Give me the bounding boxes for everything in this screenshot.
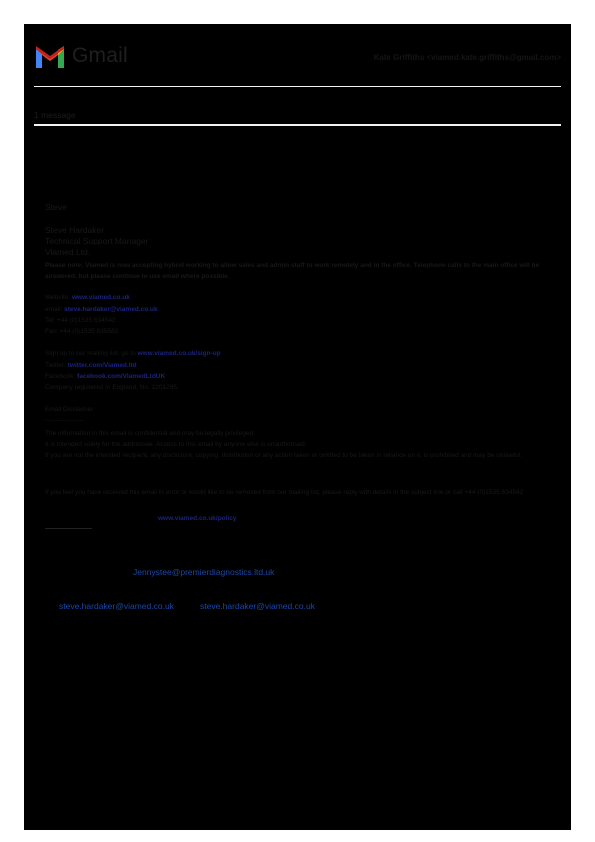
disclaimer-line-4: If you feel you have received this email in error or would like to be removed from our mailing list, please reply with details in the subject line or call +44 (0)1535 634542 (45, 489, 524, 496)
twitter-link[interactable]: twitter.com/Viamed.ltd (67, 362, 137, 369)
disclaimer-line-3: If you are not the intended recipient, any disclosure, copying, distribution or any action taken or omitted to be taken in reliance on it, is prohibited and may be unlawful. (45, 452, 522, 459)
cc-address-link-1[interactable]: steve.hardaker@viamed.co.uk (59, 601, 174, 611)
greeting: Steve (45, 202, 67, 212)
fax-line: Fax: +44 (0)1535 635582 (45, 328, 119, 335)
gmail-wordmark: Gmail (72, 44, 128, 67)
signature-role: Technical Support Manager (45, 236, 149, 246)
footer-separator (45, 528, 92, 529)
mailing-prefix: Sign up to our mailing list, go to (45, 350, 136, 357)
company-registration: Company registered in England, No. 1201295. (45, 384, 179, 391)
disclaimer-line-1: The information in this email is confidential and may be legally privileged. (45, 430, 255, 437)
message-count: 1 message (34, 110, 76, 120)
mailing-line (45, 348, 550, 359)
email-print-sheet (24, 24, 571, 830)
website-link[interactable]: www.viamed.co.uk (71, 294, 130, 301)
facebook-label: Facebook: (45, 373, 76, 380)
email-link[interactable]: steve.hardaker@viamed.co.uk (64, 306, 158, 313)
sender-header: Kate Griffiths <viamed.kate.griffiths@gmail.com> (373, 53, 561, 62)
gmail-logo-icon (34, 44, 66, 68)
mailing-link[interactable]: www.viamed.co.uk/sign-up (137, 350, 221, 357)
facebook-link[interactable]: facebook.com/ViamedLtdUK (77, 373, 166, 380)
hybrid-working-note (45, 260, 550, 282)
email-line (45, 304, 550, 315)
cc-address-link-2[interactable]: steve.hardaker@viamed.co.uk (200, 601, 315, 611)
note-text: Viamed is now accepting hybrid working to allow sales and admin staff to work remotely and in the office. Telephone calls to the main office will be answered, but please continue to use email where possible. (45, 262, 540, 280)
to-address-link[interactable]: Jennystee@premierdiagnostics.ltd.uk (133, 567, 275, 577)
signature-company: Viamed Ltd. (45, 247, 91, 257)
facebook-line (45, 371, 550, 382)
policy-link-line (158, 513, 358, 524)
disclaimer-line-2: It is intended solely for the addressee. Access to this email by anyone else is unauthorised. (45, 441, 307, 448)
header-divider (34, 86, 561, 87)
message-divider (34, 124, 561, 126)
twitter-label: Twitter: (45, 362, 66, 369)
disclaimer-title: Email Disclaimer (45, 406, 94, 413)
disclaimer-divider: ------------------ (45, 417, 84, 424)
website-line (45, 292, 550, 303)
website-label: Website: (45, 294, 71, 301)
signature-name: Steve Hardaker (45, 225, 105, 235)
tel-line: Tel: +44 (0)1535 634542 (45, 317, 116, 324)
policy-link[interactable]: www.viamed.co.uk/policy (158, 515, 237, 522)
note-label: Please note: (45, 262, 84, 269)
email-label: email: (45, 306, 63, 313)
twitter-line (45, 360, 550, 371)
